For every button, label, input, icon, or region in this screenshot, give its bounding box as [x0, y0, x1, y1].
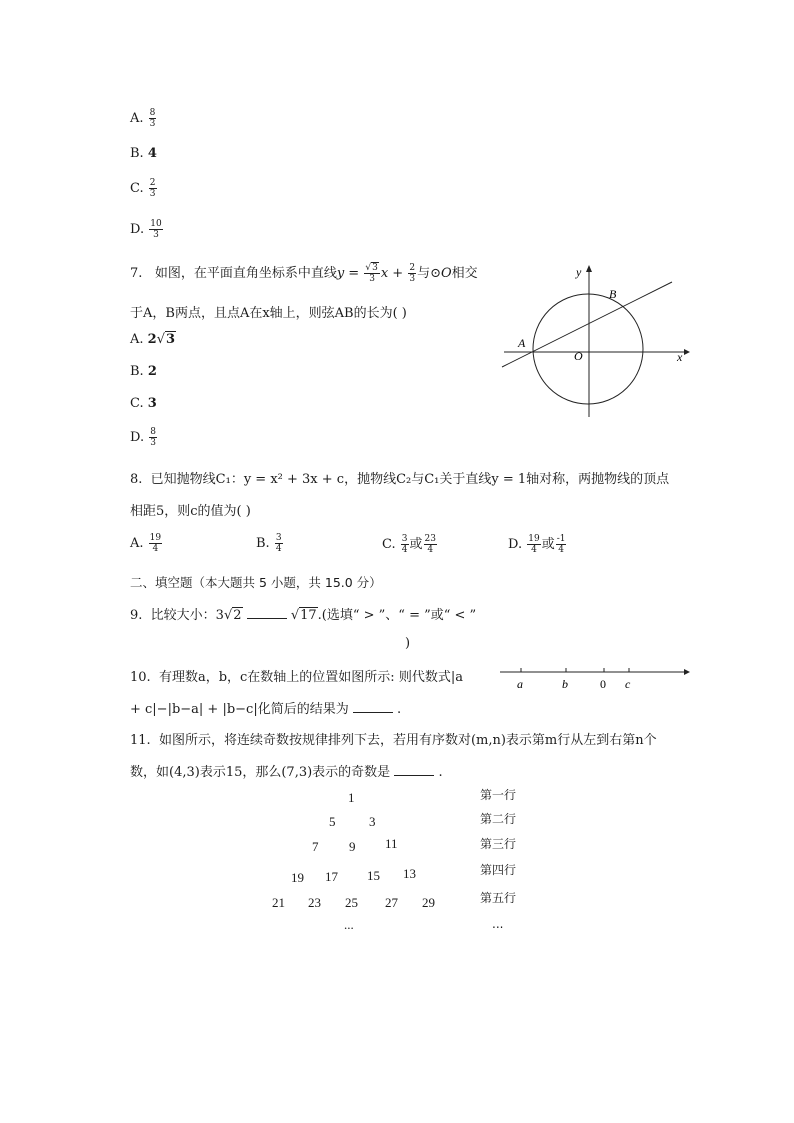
- section-heading: 二、填空题（本大题共 5 小题，共 15.0 分）: [130, 575, 382, 590]
- q6-option-c: [130, 178, 158, 199]
- denominator: 4: [427, 545, 434, 555]
- numerator: 3: [401, 534, 408, 544]
- q10-number-line: [496, 662, 696, 692]
- q7-option-d: [130, 427, 158, 448]
- label-x: x: [677, 350, 683, 364]
- label-c: c: [625, 677, 631, 691]
- fraction: [275, 533, 283, 554]
- triangle-cell: 7: [312, 839, 319, 854]
- label-b: B: [609, 287, 617, 301]
- question-text: + c|−|b−a| + |b−c|化简后的结果为: [130, 702, 349, 717]
- or-text: 或: [541, 537, 555, 552]
- label-a: a: [517, 677, 523, 691]
- label-b: b: [562, 677, 568, 691]
- denominator: 3: [409, 274, 416, 284]
- option-label: C.: [130, 181, 144, 196]
- fraction: [424, 534, 437, 555]
- denominator: 4: [152, 544, 159, 554]
- denominator: 3: [153, 230, 159, 240]
- option-label: C.: [130, 396, 144, 411]
- question-text: 有理数a，b，c在数轴上的位置如图所示: 则代数式|a: [158, 670, 463, 685]
- q10-line-2: [130, 698, 401, 717]
- q8-option-a: [130, 533, 163, 554]
- q8-line-2: 相距5，则c的值为( ): [130, 504, 251, 519]
- option-label: A.: [130, 111, 144, 126]
- fraction: [527, 534, 540, 555]
- radical-sign: √: [290, 608, 300, 623]
- row-label: 第三行: [480, 837, 517, 851]
- option-label: D.: [130, 222, 145, 237]
- option-label: A.: [130, 536, 144, 551]
- x-axis-arrow-icon: [684, 349, 690, 355]
- question-text: 相交: [451, 266, 478, 281]
- answer-blank[interactable]: [247, 606, 287, 619]
- q8-line-1: [130, 468, 669, 487]
- triangle-cell: 13: [403, 866, 416, 881]
- q7-option-c: [130, 396, 157, 411]
- coefficient: 2: [147, 332, 157, 347]
- option-label: B.: [130, 364, 144, 379]
- row-label-ellipsis: ...: [492, 917, 504, 931]
- triangle-ellipsis: ...: [344, 917, 354, 932]
- question-number: 9.: [130, 608, 143, 623]
- q7-option-b: [130, 364, 157, 379]
- fraction: [556, 534, 567, 555]
- triangle-cell: 9: [349, 839, 356, 854]
- option-label: B.: [256, 536, 270, 551]
- radicand: 3: [166, 332, 176, 347]
- q8-option-d: [508, 533, 567, 555]
- triangle-cell: 15: [367, 868, 380, 883]
- question-text: .(选填“ > ”、“ = ”或“ < ”: [317, 608, 477, 623]
- question-text: 如图，在平面直角坐标系中直线: [154, 266, 337, 281]
- triangle-cell: 27: [385, 895, 398, 910]
- period: .: [438, 765, 443, 780]
- triangle-cell: 29: [422, 895, 435, 910]
- triangle-cell: 21: [272, 895, 285, 910]
- math-o: O: [440, 266, 452, 281]
- fraction: [149, 533, 162, 554]
- fraction: [401, 534, 409, 555]
- q6-option-b: [130, 146, 157, 161]
- numerator: 23: [424, 534, 436, 544]
- option-value: 3: [147, 396, 157, 411]
- q6-option-d: [130, 219, 164, 240]
- option-value: 2: [147, 364, 157, 379]
- question-text: 如图所示，将连续奇数按规律排列下去，若用有序数对(m,n)表示第m行从左到右第n个: [158, 733, 657, 748]
- fraction: [149, 219, 162, 240]
- option-value: 4: [147, 146, 157, 161]
- question-text: 比较大小：3: [150, 608, 224, 623]
- denominator: 4: [531, 545, 537, 555]
- period: .: [397, 702, 402, 717]
- row-label: 第一行: [480, 788, 517, 802]
- radical-sign: √: [156, 332, 166, 347]
- math-y-eq: y =: [336, 266, 360, 281]
- y-axis-arrow-icon: [586, 265, 592, 272]
- triangle-cell: 25: [345, 895, 358, 910]
- numerator: 3: [275, 533, 282, 543]
- q8-option-b: [256, 533, 284, 554]
- denominator: 4: [275, 544, 282, 554]
- denominator: 3: [149, 119, 156, 129]
- label-y: y: [576, 265, 582, 279]
- question-text: 已知抛物线C₁：y = x² + 3x + c，抛物线C₂与C₁关于直线y = 1轴对称，两抛物线的顶点: [150, 472, 670, 487]
- option-label: C.: [382, 537, 396, 552]
- denominator: 4: [401, 545, 408, 555]
- fraction-2-over-3: [408, 263, 416, 284]
- answer-blank[interactable]: [353, 700, 393, 713]
- numerator: 2: [409, 263, 416, 273]
- number-line-arrow-icon: [684, 669, 690, 675]
- option-label: B.: [130, 146, 144, 161]
- circle-o: [533, 294, 643, 404]
- numerator: 19: [149, 533, 162, 543]
- question-number: 8.: [130, 472, 143, 487]
- numerator: 19: [528, 534, 540, 544]
- numerator: 2: [149, 178, 156, 188]
- numerator: √3: [365, 263, 378, 273]
- radicand: 3: [372, 263, 378, 273]
- option-label: D.: [130, 430, 145, 445]
- row-label: 第四行: [480, 863, 517, 877]
- question-number: 11.: [130, 733, 151, 748]
- q7-line-1: [130, 262, 478, 284]
- triangle-cell: 19: [291, 870, 304, 885]
- denominator: 3: [149, 189, 156, 199]
- question-text: 与⊙: [417, 266, 441, 281]
- q9-close-paren: ): [405, 636, 411, 651]
- radicand: 2: [233, 608, 242, 623]
- denominator: 4: [558, 545, 564, 555]
- q7-figure: [496, 262, 696, 422]
- question-number: 7.: [130, 266, 143, 281]
- label-o: O: [574, 349, 583, 363]
- q8-option-c: [382, 533, 438, 555]
- q11-line-2: [130, 761, 443, 780]
- triangle-cell: 5: [329, 814, 336, 829]
- q11-line-1: [130, 729, 657, 748]
- numerator: 8: [149, 108, 156, 118]
- or-text: 或: [409, 537, 423, 552]
- row-label: 第二行: [480, 812, 517, 826]
- label-a: A: [518, 336, 526, 350]
- label-0: 0: [600, 677, 606, 691]
- q10-line-1: [130, 666, 463, 685]
- question-text: 数，如(4,3)表示15，那么(7,3)表示的奇数是: [130, 765, 391, 780]
- fraction-sqrt3-over-3: [364, 263, 379, 284]
- triangle-cell: 17: [325, 869, 338, 884]
- triangle-cell: 11: [385, 836, 398, 851]
- radicand: 17: [300, 608, 317, 623]
- denominator: 3: [369, 274, 375, 284]
- fraction: [149, 108, 157, 129]
- q7-line-2: 于A，B两点，且点A在x轴上，则弦AB的长为( ): [130, 306, 407, 321]
- numerator: -1: [556, 534, 566, 544]
- numerator: 8: [150, 427, 156, 437]
- numerator: 10: [150, 219, 162, 229]
- radical-sign: √: [223, 608, 233, 623]
- q9-line-1: [130, 604, 476, 623]
- option-label: A.: [130, 332, 144, 347]
- fraction: [149, 178, 157, 199]
- q6-option-a: [130, 108, 157, 129]
- triangle-cell: 1: [348, 790, 355, 805]
- q7-option-a: [130, 332, 176, 347]
- question-number: 10.: [130, 670, 151, 685]
- row-label: 第五行: [480, 891, 517, 905]
- denominator: 3: [150, 438, 156, 448]
- fraction: [149, 427, 157, 448]
- triangle-cell: 3: [369, 814, 376, 829]
- answer-blank[interactable]: [394, 763, 434, 776]
- math-x-plus: x +: [380, 266, 404, 281]
- option-label: D.: [508, 537, 523, 552]
- triangle-cell: 23: [308, 895, 321, 910]
- line-ab: [502, 282, 672, 367]
